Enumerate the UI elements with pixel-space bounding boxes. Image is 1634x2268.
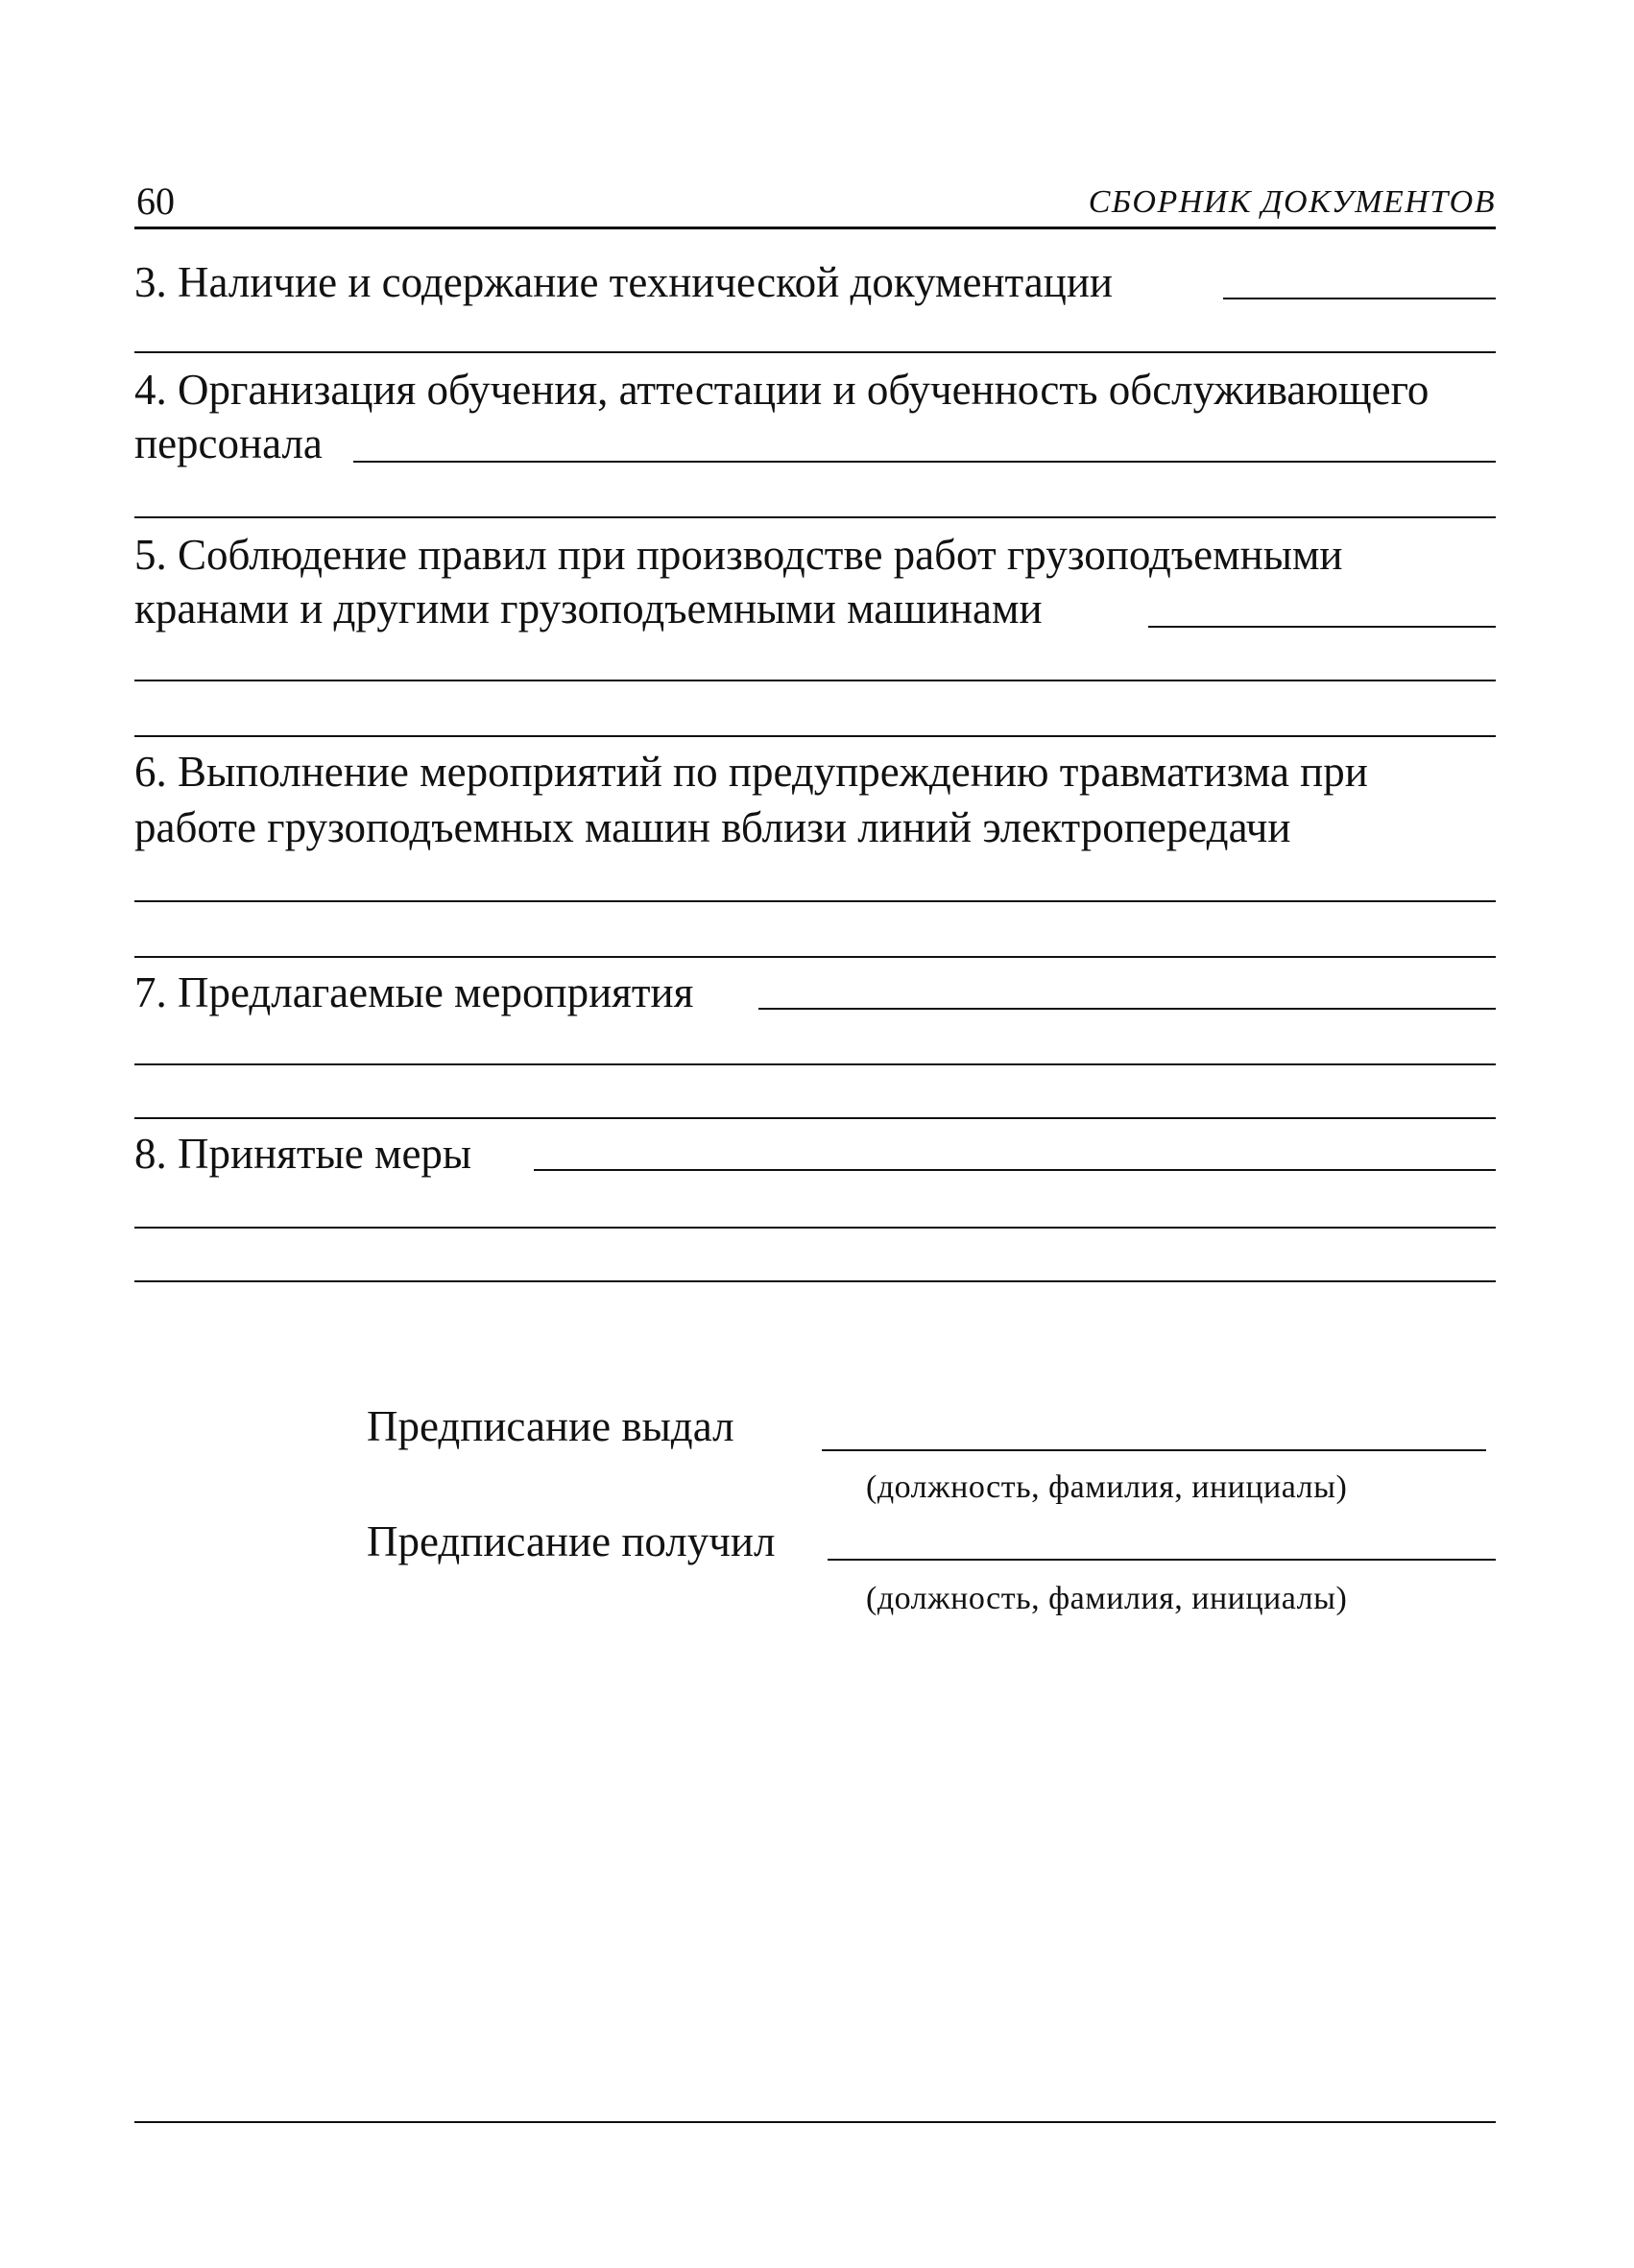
received-by-caption: (должность, фамилия, инициалы): [866, 1581, 1348, 1616]
running-title: СБОРНИК ДОКУМЕНТОВ: [1088, 184, 1496, 220]
issued-by-signature-line[interactable]: [822, 1449, 1486, 1451]
item-4-extra-line[interactable]: [134, 516, 1496, 518]
item-3-fill-line[interactable]: [1223, 298, 1496, 299]
received-by-signature-line[interactable]: [828, 1559, 1496, 1561]
item-4-label-line2: персонала: [134, 419, 323, 467]
item-8-label: 8. Принятые меры: [134, 1130, 472, 1178]
item-6-label-line1: 6. Выполнение мероприятий по предупреждению травматизма при: [134, 748, 1368, 796]
item-5-extra-line-2[interactable]: [134, 735, 1496, 737]
item-5-label-line1: [134, 530, 1496, 580]
page-number: 60: [136, 179, 175, 223]
item-3-label: 3. Наличие и содержание технической документации: [134, 258, 1113, 306]
item-5-text1: 5. Соблюдение правил при производстве работ грузоподъемными: [134, 531, 1343, 579]
item-7-fill-line[interactable]: [758, 1008, 1496, 1010]
item-4-label-line1: 4. Организация обучения, аттестации и обученность обслуживающего: [134, 366, 1430, 414]
item-3-extra-line[interactable]: [134, 351, 1496, 353]
item-8-fill-line[interactable]: [534, 1169, 1496, 1171]
item-7-label: 7. Предлагаемые мероприятия: [134, 968, 694, 1016]
item-5-fill-line[interactable]: [1148, 626, 1496, 628]
item-8-extra-line-1[interactable]: [134, 1227, 1496, 1229]
issued-by-caption: (должность, фамилия, инициалы): [866, 1469, 1348, 1505]
issued-by-label: Предписание выдал: [367, 1402, 734, 1450]
item-5-row1: [134, 530, 1496, 580]
item-6-extra-line-1[interactable]: [134, 900, 1496, 902]
item-6-extra-line-2[interactable]: [134, 956, 1496, 958]
item-6-label-line2: работе грузоподъемных машин вблизи линий электропередачи: [134, 803, 1291, 851]
item-4-fill-line[interactable]: [353, 461, 1496, 463]
item-5-label-line2: кранами и другими грузоподъемными машинами: [134, 585, 1043, 633]
item-7-extra-line-1[interactable]: [134, 1063, 1496, 1065]
item-8-extra-line-2[interactable]: [134, 1280, 1496, 1282]
page-header: [134, 173, 1496, 229]
item-5-extra-line-1[interactable]: [134, 680, 1496, 681]
item-7-extra-line-2[interactable]: [134, 1117, 1496, 1119]
received-by-label: Предписание получил: [367, 1517, 776, 1565]
bottom-rule: [134, 2121, 1496, 2123]
